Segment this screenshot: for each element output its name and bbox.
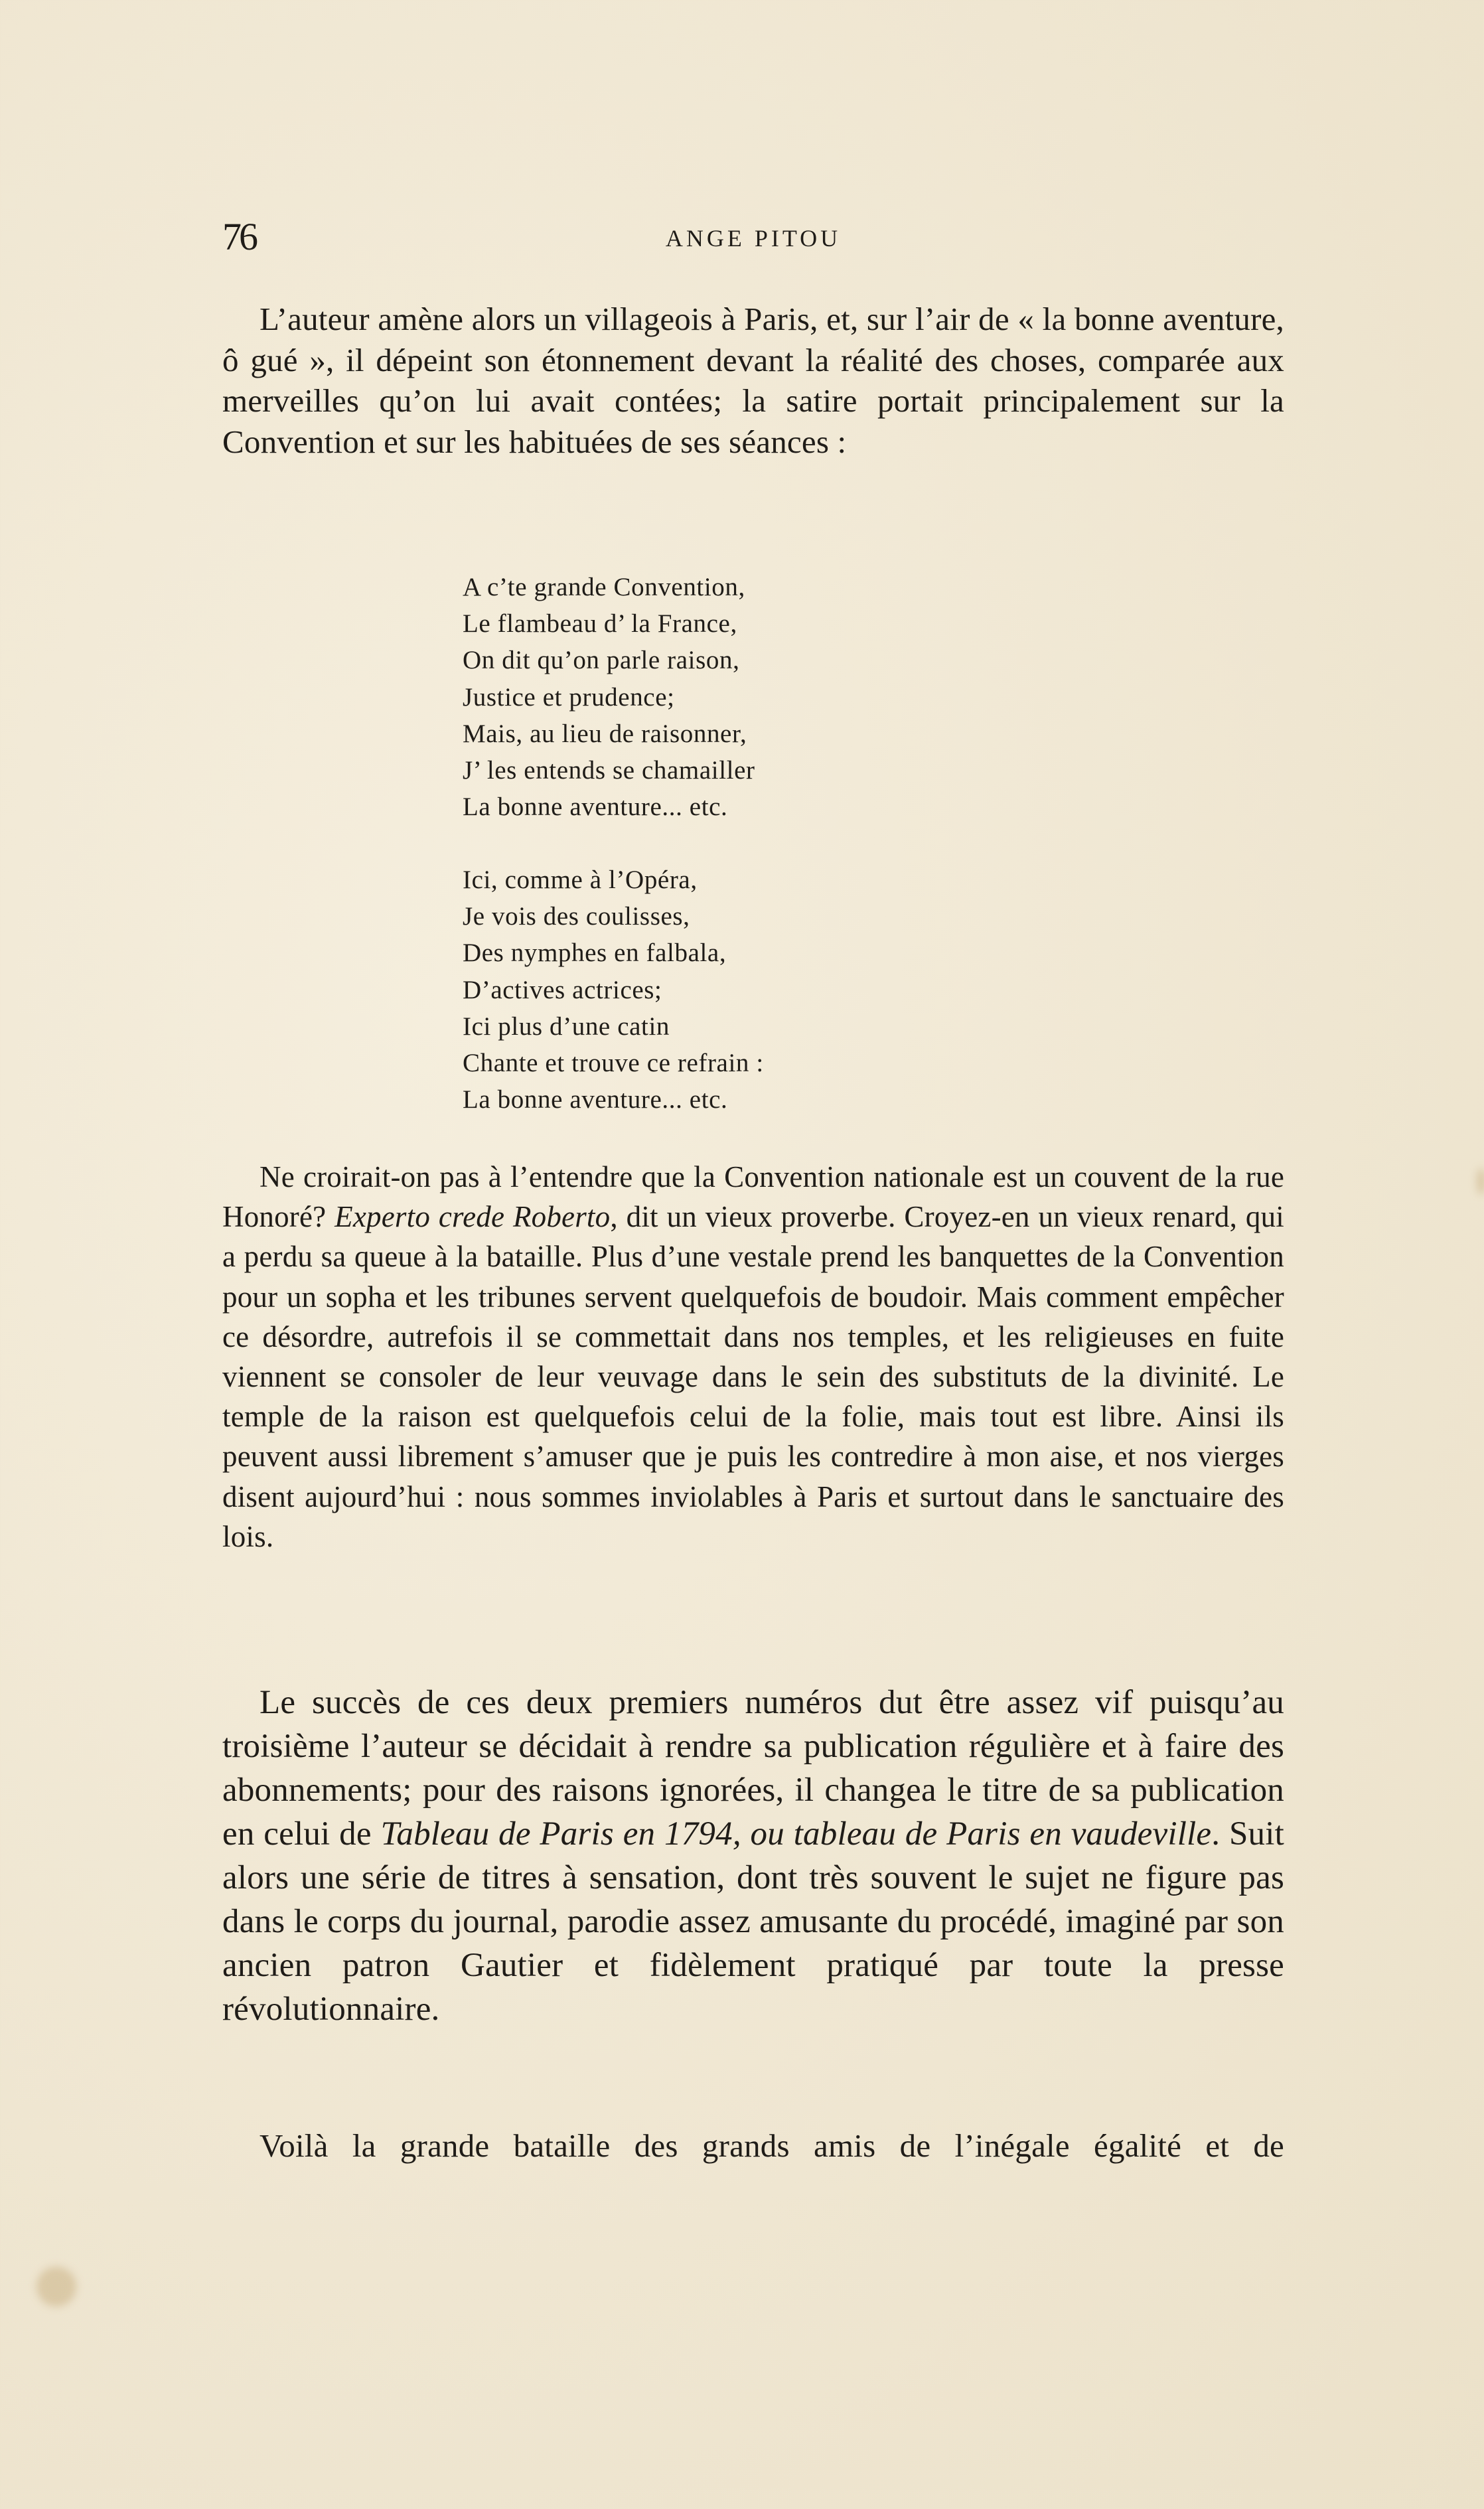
paragraph-text: L’auteur amène alors un villageois à Paris, et, sur l’air de « la bonne aventure, ô gué », il dépeint son étonnement devant la réalité des choses, comparée aux merveilles qu’on lui avait contées; la satire portait principalement sur la Convention et sur les habituées de ses séances : <box>222 301 1284 460</box>
paragraph-text <box>222 1157 1284 1557</box>
text-run: Ne croirait-on pas à l’entendre que la Convention nationale est un couvent de la rue Honoré? <box>222 1160 1284 1234</box>
poem-stanza-1 <box>463 569 755 825</box>
text-run: . Suit alors une série de titres à sensation, dont très souvent le sujet ne figure pas dans le corps du journal, parodie assez amusante du procédé, imaginé par son ancien patron Gautier et fidèlement pratiqué par toute la presse révolutionnaire. <box>222 1815 1284 2028</box>
paragraph-publication <box>222 1681 1284 2031</box>
verse-line: On dit qu’on parle raison, <box>463 646 740 675</box>
page-number: 76 <box>222 215 256 258</box>
italic-proverb: Experto crede Roberto <box>334 1200 611 1234</box>
verse-line: Le flambeau d’ la France, <box>463 609 737 639</box>
italic-title: Tableau de Paris en 1794, ou tableau de Paris en vaudeville <box>380 1815 1212 1853</box>
verse-line: Ici, comme à l’Opéra, <box>463 866 698 894</box>
paragraph-quotation <box>222 1157 1284 1557</box>
verse-line: D’actives actrices; <box>463 975 662 1004</box>
verse-line: J’ les entends se chamailler <box>463 756 755 785</box>
text-run: , dit un vieux proverbe. Croyez-en un vieux renard, qui a perdu sa queue à la bataille. Plus d’une vestale prend les banquettes de la Convention pour un sopha et les tribunes servent quelquefois de boudoir. Mais comment empêcher ce désordre, autrefois il se commettait dans nos temples, et les religieuses en fuite viennent se consoler de leur veuvage dans le sein des substituts de la divinité. Le temple de la raison est quelquefois celui de la folie, mais tout est libre. Ainsi ils peuvent aussi librement s’amuser que je puis les contredire à mon aise, et nos vierges disent aujourd’hui : nous sommes inviolables à Paris et surtout dans le sanctuaire des lois. <box>222 1200 1285 1553</box>
text-run: Le succès de ces deux premiers numéros dut être assez vif puisqu’au troisième l’auteur se décidait à rendre sa publication régulière et à faire des abonnements; pour des raisons ignorées, il changea le titre de sa publication en celui de <box>222 1684 1284 1853</box>
verse-line: Des nymphes en falbala, <box>463 939 727 968</box>
verse-line: La bonne aventure... etc. <box>463 793 728 822</box>
running-title: ANGE PITOU <box>665 225 842 252</box>
running-head <box>222 214 1284 260</box>
paragraph-text <box>222 1681 1284 2031</box>
verse-line: Justice et prudence; <box>463 682 675 712</box>
paper-stain <box>37 2267 76 2307</box>
verse-line: Mais, au lieu de raisonner, <box>463 719 747 748</box>
verse-line: Chante et trouve ce refrain : <box>463 1049 764 1078</box>
verse-line: Je vois des coulisses, <box>463 902 690 931</box>
verse-line: La bonne aventure... etc. <box>463 1085 728 1114</box>
poem-stanza-2 <box>463 862 764 1118</box>
verse-line: Ici plus d’une catin <box>463 1012 670 1041</box>
verse-line: A c’te grande Convention, <box>463 573 745 601</box>
paragraph-text: Voilà la grande bataille des grands amis de l’inégale égalité et de <box>260 2127 1284 2164</box>
paper-stain <box>1477 1168 1484 1195</box>
paragraph-intro <box>222 299 1284 462</box>
paragraph-continuation <box>222 2125 1284 2167</box>
